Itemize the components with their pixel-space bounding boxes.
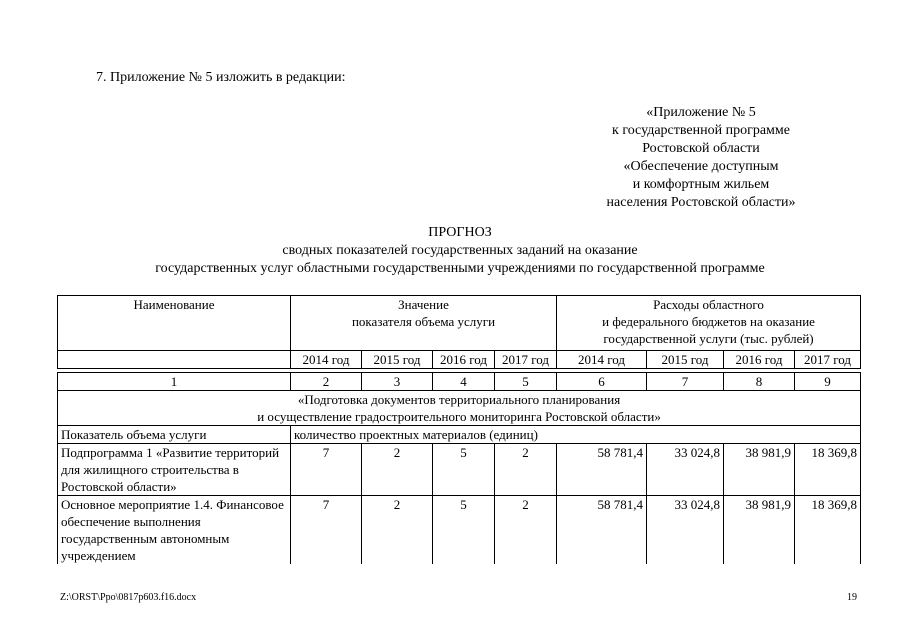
row-value: 2 (495, 444, 557, 496)
appendix-line: и комфортным жильем (632, 177, 770, 192)
heading-title: ПРОГНОЗ (428, 225, 492, 240)
heading-line: государственных услуг областными государственными учреждениями по государственной программе (155, 261, 765, 276)
section-title-line: и осуществление градостроительного мониторинга Ростовской области» (257, 409, 661, 424)
row-name: Подпрограмма 1 «Развитие территорий для жилищного строительства в Ростовской области» (58, 444, 291, 496)
row-expense: 38 981,9 (724, 444, 795, 496)
appendix-line: «Приложение № 5 (646, 105, 756, 120)
column-number: 4 (433, 373, 495, 391)
row-value: 2 (362, 444, 433, 496)
year-cell: 2014 год (557, 351, 647, 369)
table-row (58, 444, 861, 496)
column-number: 1 (58, 373, 291, 391)
header-expenses-line: Расходы областного (653, 297, 764, 312)
footer-file-path: Z:\ORST\Ppo\0817p603.f16.docx (60, 592, 197, 603)
row-name: Основное мероприятие 1.4. Финансовое обеспечение выполнения государственным автономным учреждением (58, 496, 291, 565)
appendix-line: Ростовской области (642, 141, 760, 156)
column-number: 7 (647, 373, 724, 391)
header-expenses-line: государственной услуги (тыс. рублей) (603, 331, 814, 346)
section-row (58, 391, 861, 426)
row-expense: 58 781,4 (557, 496, 647, 565)
appendix-line: к государственной программе (612, 123, 790, 138)
indicator-label: Показатель объема услуги (58, 426, 291, 444)
year-cell: 2014 год (291, 351, 362, 369)
column-number: 8 (724, 373, 795, 391)
appendix-line: населения Ростовской области» (606, 195, 796, 210)
header-value-line: показателя объема услуги (351, 314, 496, 329)
row-expense: 38 981,9 (724, 496, 795, 565)
header-name (58, 296, 291, 351)
year-cell: 2015 год (362, 351, 433, 369)
row-expense: 33 024,8 (647, 444, 724, 496)
appendix-reference (551, 104, 851, 212)
section-title-line: «Подготовка документов территориального планирования (297, 392, 621, 407)
document-heading (100, 224, 820, 278)
year-cell: 2016 год (724, 351, 795, 369)
header-expenses (557, 296, 861, 351)
appendix-line: «Обеспечение доступным (623, 159, 779, 174)
row-value: 5 (433, 444, 495, 496)
year-cell: 2015 год (647, 351, 724, 369)
column-number-row (58, 373, 861, 391)
row-value: 2 (362, 496, 433, 565)
header-row (58, 296, 861, 351)
year-cell: 2017 год (495, 351, 557, 369)
column-number: 6 (557, 373, 647, 391)
table-row (58, 496, 861, 565)
year-cell: 2017 год (795, 351, 861, 369)
header-expenses-line: и федерального бюджетов на оказание (602, 314, 815, 329)
column-number: 2 (291, 373, 362, 391)
forecast-table (57, 295, 861, 564)
year-cell-empty (58, 351, 291, 369)
row-value: 7 (291, 496, 362, 565)
row-value: 7 (291, 444, 362, 496)
column-number: 3 (362, 373, 433, 391)
row-expense: 18 369,8 (795, 496, 861, 565)
year-row (58, 351, 861, 369)
column-number: 9 (795, 373, 861, 391)
heading-line: сводных показателей государственных заданий на оказание (282, 243, 638, 258)
header-value (291, 296, 557, 351)
intro-text: 7. Приложение № 5 изложить в редакции: (96, 70, 346, 85)
indicator-value: количество проектных материалов (единиц) (291, 426, 861, 444)
row-expense: 58 781,4 (557, 444, 647, 496)
row-value: 5 (433, 496, 495, 565)
indicator-row (58, 426, 861, 444)
year-cell: 2016 год (433, 351, 495, 369)
row-expense: 33 024,8 (647, 496, 724, 565)
column-number: 5 (495, 373, 557, 391)
header-value-line: Значение (398, 297, 449, 312)
row-value: 2 (495, 496, 557, 565)
header-name-label: Наименование (133, 297, 215, 312)
row-expense: 18 369,8 (795, 444, 861, 496)
section-title (58, 391, 861, 426)
page-number: 19 (847, 592, 857, 603)
